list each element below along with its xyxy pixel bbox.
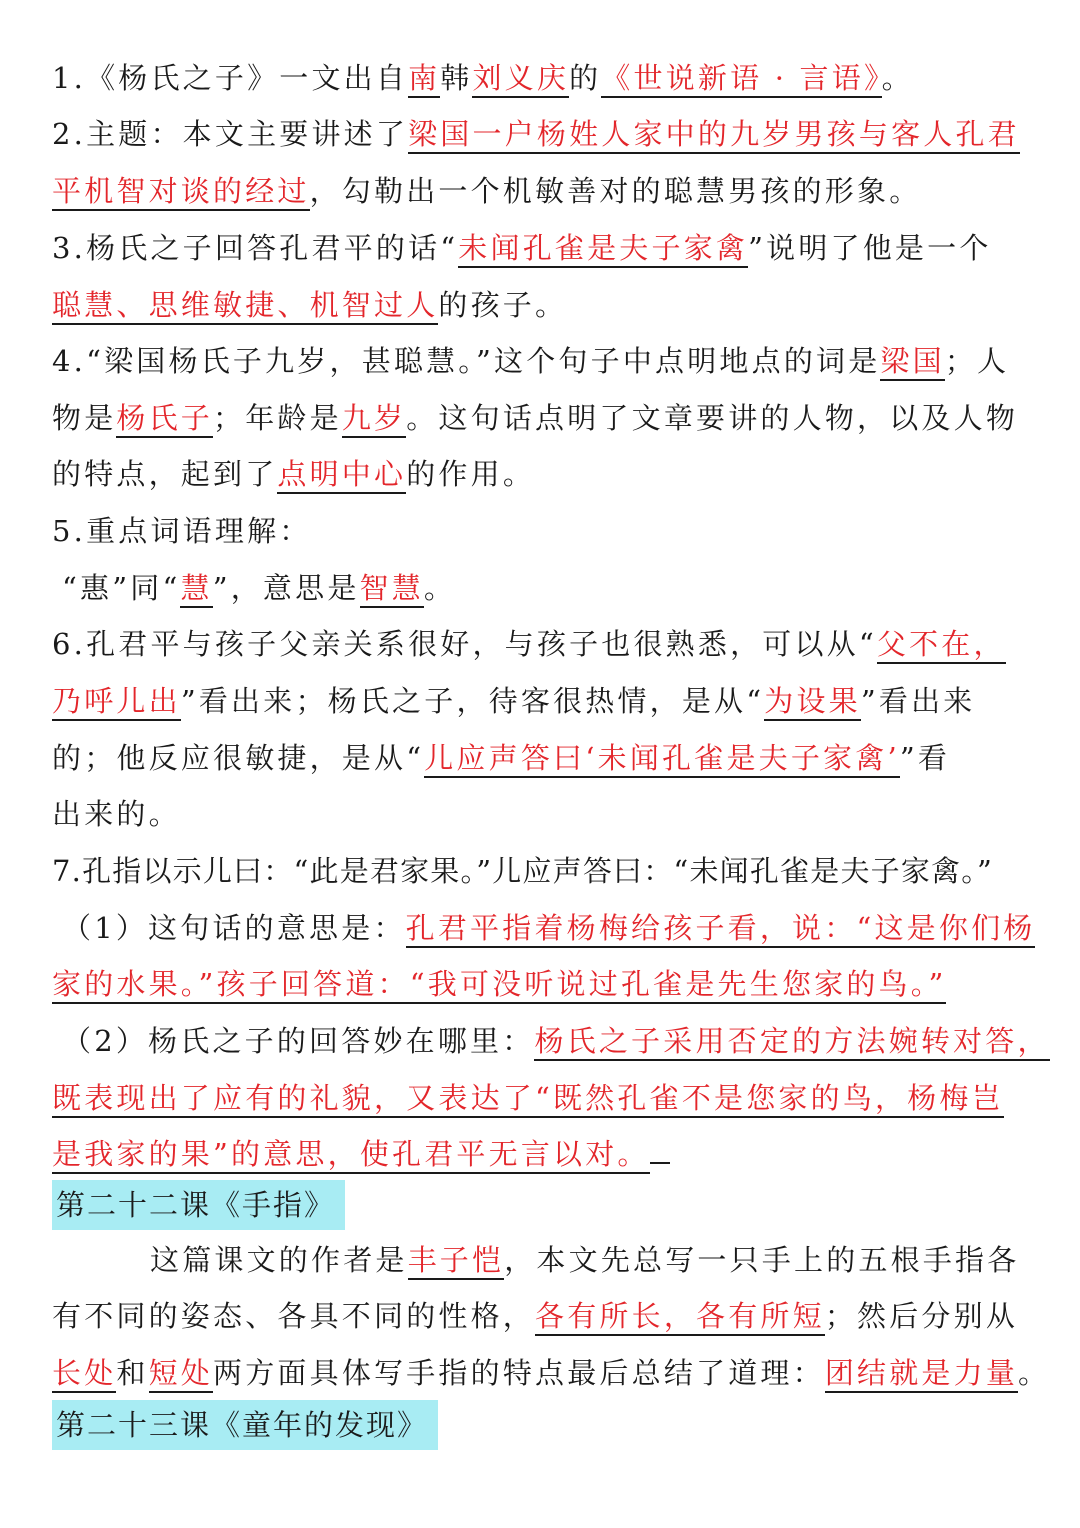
item-7-q2-line-1: （2）杨氏之子的回答妙在哪里：杨氏之子采用否定的方法婉转对答，	[62, 1013, 1040, 1069]
item-5-heading: 5.重点词语理解：	[52, 514, 312, 548]
item-2-line-1: 2.主题：本文主要讲述了梁国一户杨姓人家中的九岁男孩与客人孔君	[52, 106, 1040, 162]
item-6-line-1: 6.孔君平与孩子父亲关系很好，与孩子也很熟悉，可以从“父不在，	[52, 616, 1040, 672]
lesson-22-line-2: 有不同的姿态、各具不同的性格，各有所长，各有所短；然后分别从	[52, 1288, 1040, 1344]
item-6-line-2: 乃呼儿出”看出来；杨氏之子，待客很热情，是从“为设果”看出来	[52, 673, 1040, 729]
item-7-quote: 7.孔指以示儿曰：“此是君家果。”儿应声答曰：“未闻孔雀是夫子家禽。”	[52, 854, 993, 888]
item-1: 1.《杨氏之子》一文出自南韩刘义庆的《世说新语 · 言语》。	[52, 50, 1040, 106]
lesson-22-line-1: 这篇课文的作者是丰子恺，本文先总写一只手上的五根手指各	[150, 1232, 1040, 1288]
item-2-line-2: 平机智对谈的经过，勾勒出一个机敏善对的聪慧男孩的形象。	[52, 163, 1040, 219]
item-6-line-3: 的；他反应很敏捷，是从“儿应声答曰‘未闻孔雀是夫子家禽’”看	[52, 730, 1040, 786]
item-7-q2-line-3: 是我家的果”的意思，使孔君平无言以对。	[52, 1126, 1040, 1182]
lesson-23-heading: 第二十三课《童年的发现》	[52, 1400, 438, 1450]
item-4-line-2: 物是杨氏子；年龄是九岁。这句话点明了文章要讲的人物，以及人物	[52, 390, 1040, 446]
item-6-line-4: 出来的。	[52, 797, 181, 831]
lesson-22-line-3: 长处和短处两方面具体写手指的特点最后总结了道理：团结就是力量。	[52, 1345, 1050, 1401]
item-4-line-3: 的特点，起到了点明中心的作用。	[52, 446, 1040, 502]
item-4-line-1: 4.“梁国杨氏子九岁，甚聪慧。”这个句子中点明地点的词是梁国；人	[52, 333, 1040, 389]
item-5-word: “惠”同“慧”，意思是智慧。	[62, 560, 1040, 616]
item-3-line-1: 3.杨氏之子回答孔君平的话“未闻孔雀是夫子家禽”说明了他是一个	[52, 220, 1040, 276]
lesson-22-heading: 第二十二课《手指》	[52, 1180, 345, 1230]
item-7-q2-line-2: 既表现出了应有的礼貌，又表达了“既然孔雀不是您家的鸟，杨梅岂	[52, 1070, 1040, 1126]
item-3-line-2: 聪慧、思维敏捷、机智过人的孩子。	[52, 277, 1040, 333]
item-7-q1-line-1: （1）这句话的意思是：孔君平指着杨梅给孩子看，说：“这是你们杨	[62, 900, 1040, 956]
item-7-q1-line-2: 家的水果。”孩子回答道：“我可没听说过孔雀是先生您家的鸟。”	[52, 956, 1040, 1012]
